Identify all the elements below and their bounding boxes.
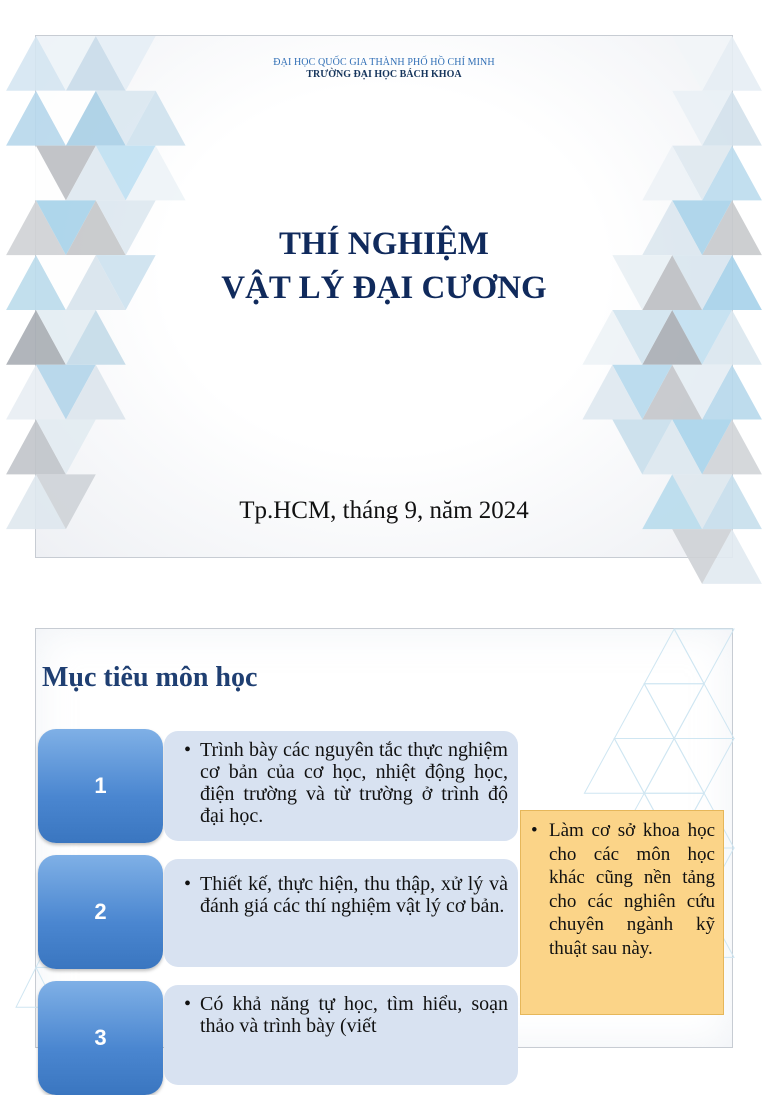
school-name: TRƯỜNG ĐẠI HỌC BÁCH KHOA	[306, 69, 462, 80]
objective-item-3	[164, 985, 518, 1085]
title-line-2: VẬT LÝ ĐẠI CƯƠNG	[221, 270, 547, 306]
title-line-1: THÍ NGHIỆM	[279, 226, 489, 262]
date-location: Tp.HCM, tháng 9, năm 2024	[239, 497, 529, 524]
objective-number-3: 3	[38, 981, 163, 1095]
objective-text-2: • Thiết kế, thực hiện, thu thập, xử lý và đánh giá các thí nghiệm vật lý cơ bản.	[184, 873, 508, 917]
university-header	[36, 57, 732, 80]
objective-text-1: • Trình bày các nguyên tắc thực nghiệm cơ bản của cơ học, nhiệt động học, điện trường và từ trường ở trình độ đại học.	[184, 739, 508, 827]
side-note-box	[520, 810, 724, 1015]
slide-title	[36, 222, 732, 310]
objective-item-2	[164, 859, 518, 967]
title-slide	[35, 35, 733, 558]
university-name: ĐẠI HỌC QUỐC GIA THÀNH PHỐ HỒ CHÍ MINH	[273, 57, 495, 68]
objective-text-3: • Có khả năng tự học, tìm hiểu, soạn thảo và trình bày (viết	[184, 993, 508, 1037]
side-note-text: • Làm cơ sở khoa học cho các môn học khác cũng nền tảng cho các nghiên cứu chuyên ngành kỹ thuật sau này.	[531, 819, 715, 960]
objective-number-1: 1	[38, 729, 163, 843]
objective-number-2: 2	[38, 855, 163, 969]
slide-title: Mục tiêu môn học	[42, 662, 258, 693]
objectives-slide	[35, 628, 733, 1048]
objective-item-1	[164, 731, 518, 841]
